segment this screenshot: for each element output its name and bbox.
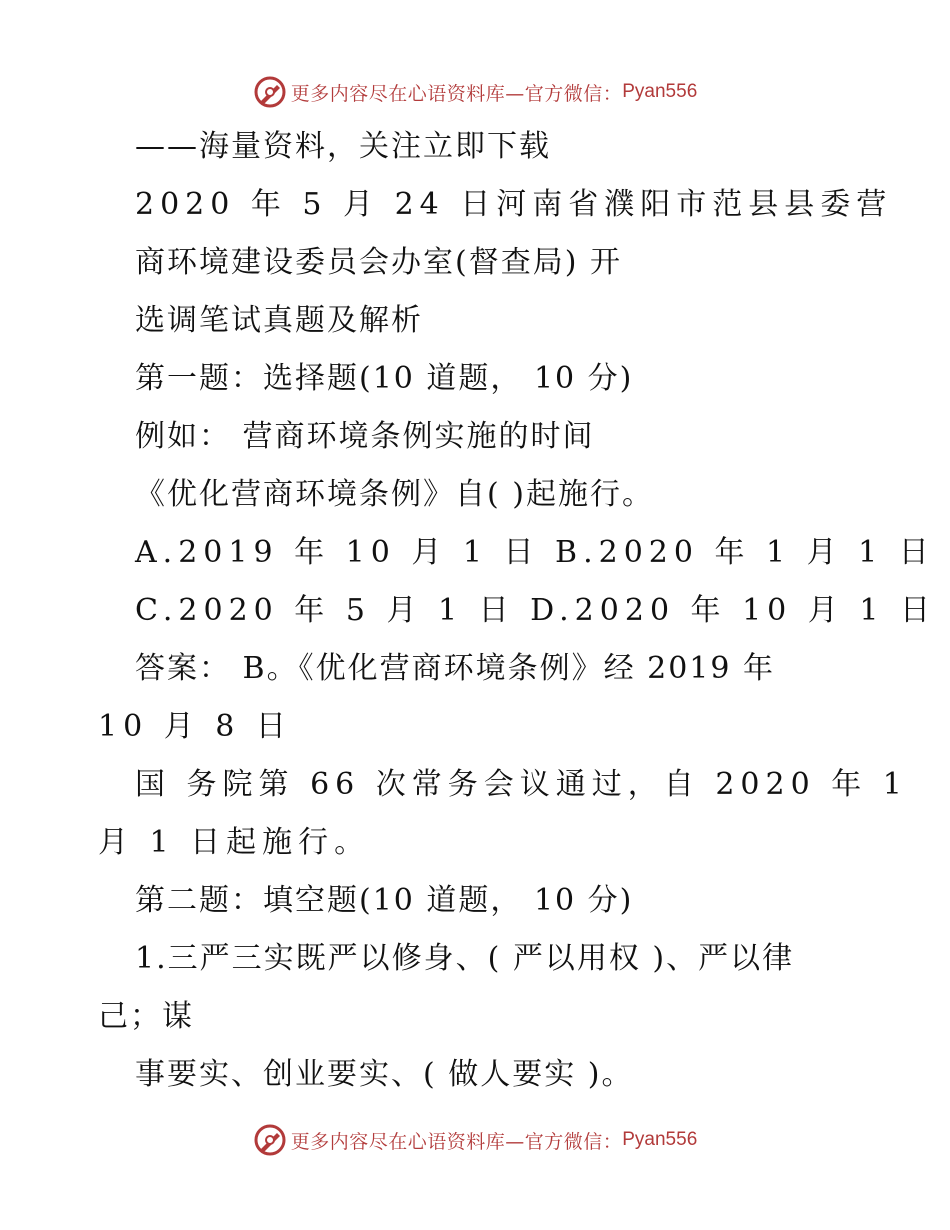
answer-line-4: 月 1 日起施行。 (98, 825, 371, 860)
answer-line-3: 国 务院第 66 次常务会议通过，自 2020 年 1 (135, 767, 908, 802)
watermark-wechat-id: Pyan556 (622, 81, 698, 102)
question-text: 《优化营商环境条例》自( )起施行。 (135, 477, 654, 512)
fill-question-line-3: 事要实、创业要实、( 做人要实 )。 (135, 1057, 634, 1092)
section-heading-1: 第一题：选择题(10 道题， 10 分) (135, 361, 634, 396)
watermark-text: 更多内容尽在心语资料库—官方微信： (290, 82, 623, 105)
title-line-2: 商环境建设委员会办室(督查局) 开 (135, 245, 622, 280)
answer-line-2: 10 月 8 日 (98, 709, 292, 744)
pen-logo-icon (253, 1123, 287, 1157)
header-watermark (0, 72, 950, 112)
pen-logo-icon (253, 75, 287, 109)
watermark-wechat-id: Pyan556 (622, 1129, 698, 1150)
footer-watermark (0, 1120, 950, 1160)
question-intro: 例如： 营商环境条例实施的时间 (135, 419, 595, 454)
options-a-b: A.2019 年 10 月 1 日 B.2020 年 1 月 1 日 (135, 535, 935, 570)
fill-question-line-2: 己；谋 (98, 999, 194, 1034)
tagline: ——海量资料，关注立即下载 (135, 129, 551, 164)
title-line-3: 选调笔试真题及解析 (135, 303, 423, 338)
fill-question-line-1: 1.三严三实既严以修身、( 严以用权 )、严以律 (135, 941, 795, 976)
section-heading-2: 第二题：填空题(10 道题， 10 分) (135, 883, 634, 918)
options-c-d: C.2020 年 5 月 1 日 D.2020 年 10 月 1 日 (135, 593, 936, 628)
title-line-1: 2020 年 5 月 24 日河南省濮阳市范县县委营 (135, 187, 893, 222)
watermark-text: 更多内容尽在心语资料库—官方微信： (290, 1130, 623, 1153)
answer-line-1: 答案： B。《优化营商环境条例》经 2019 年 (135, 651, 776, 686)
